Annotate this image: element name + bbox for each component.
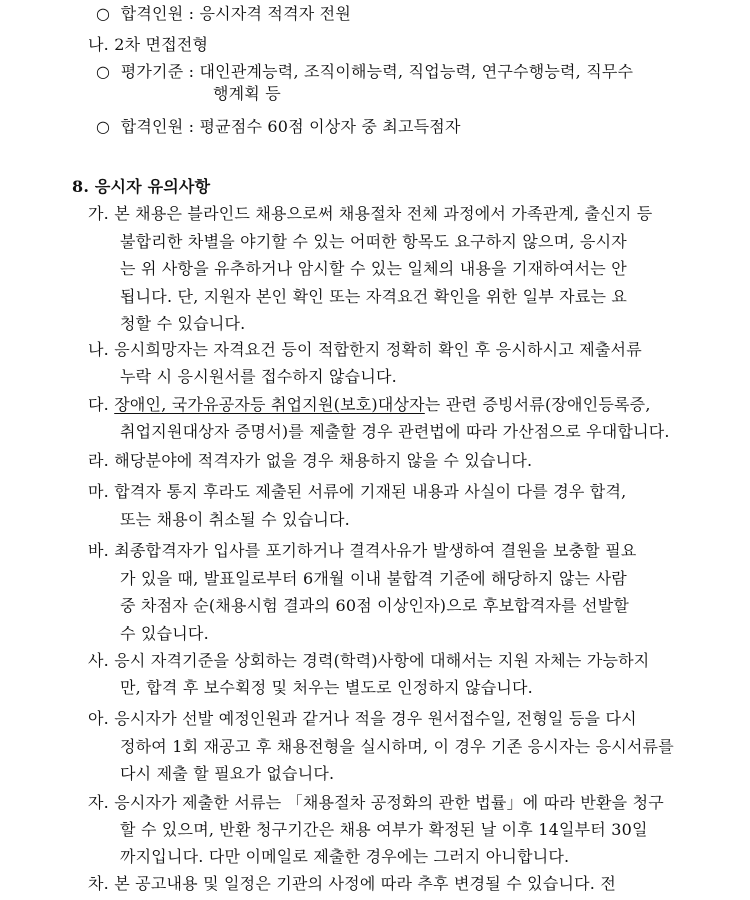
item-ga-line4: 됩니다. 단, 지원자 본인 확인 또는 자격요건 확인을 위한 일부 자료는 요 (120, 287, 628, 306)
item-ba-line4: 수 있습니다. (120, 624, 209, 643)
pass-criteria-stage1: ○ 합격인원 : 응시자격 적격자 전원 (96, 4, 351, 23)
item-sa-line1: 사. 응시 자격기준을 상회하는 경력(학력)사항에 대해서는 지원 자체는 가능하지 (88, 651, 650, 670)
item-ja-line1: 자. 응시자가 제출한 서류는 「채용절차 공정화의 관한 법률」에 따라 반환을 청구 (88, 793, 664, 812)
item-cha-line1: 차. 본 공고내용 및 일정은 기관의 사정에 따라 추후 변경될 수 있습니다. 전 (88, 874, 617, 893)
item-da-line1 (88, 395, 651, 415)
item-ja-line2: 할 수 있으며, 반환 청구기간은 채용 여부가 확정된 날 이후 14일부터 30일 (120, 820, 648, 839)
item-ma-line2: 또는 채용이 취소될 수 있습니다. (120, 510, 350, 529)
item-da-rest: 는 관련 증빙서류(장애인등록증, (424, 395, 651, 414)
item-a-line2: 정하여 1회 재공고 후 채용전형을 실시하며, 이 경우 기존 응시자는 응시서류를 (120, 737, 674, 756)
item-ga-line1: 가. 본 채용은 블라인드 채용으로써 채용절차 전체 과정에서 가족관계, 출신지 등 (88, 204, 653, 223)
item-ba-line2: 가 있을 때, 발표일로부터 6개월 이내 불합격 기준에 해당하지 않는 사람 (120, 569, 627, 588)
item-ga-line2: 불합리한 차별을 야기할 수 있는 어떠한 항목도 요구하지 않으며, 응시자 (120, 232, 627, 251)
item-a-line1: 아. 응시자가 선발 예정인원과 같거나 적을 경우 원서접수일, 전형일 등을 다시 (88, 709, 637, 728)
item-a-line3: 다시 제출 할 필요가 없습니다. (120, 764, 335, 783)
item-ma-line1: 마. 합격자 통지 후라도 제출된 서류에 기재된 내용과 사실이 다를 경우 합격, (88, 482, 627, 501)
item-ra-line1: 라. 해당분야에 적격자가 없을 경우 채용하지 않을 수 있습니다. (88, 451, 533, 470)
item-da-underlined: 장애인, 국가유공자등 취업지원(보호)대상자 (114, 395, 425, 414)
item-da-prefix: 다. (88, 395, 115, 414)
item-ba-line1: 바. 최종합격자가 입사를 포기하거나 결격사유가 발생하여 결원을 보충할 필요 (88, 541, 637, 560)
pass-criteria-stage2: ○ 합격인원 : 평균점수 60점 이상자 중 최고득점자 (96, 117, 461, 136)
item-da-line2: 취업지원대상자 증명서)를 제출할 경우 관련법에 따라 가산점으로 우대합니다. (120, 422, 670, 441)
item-na-line1: 나. 응시희망자는 자격요건 등이 적합한지 정확히 확인 후 응시하시고 제출서류 (88, 340, 642, 359)
item-ga-line5: 청할 수 있습니다. (120, 314, 246, 333)
stage2-heading: 나. 2차 면접전형 (88, 35, 209, 54)
item-ba-line3: 중 차점자 순(채용시험 결과의 60점 이상인자)으로 후보합격자를 선발할 (120, 596, 630, 615)
section-8-heading: 8. 응시자 유의사항 (72, 177, 211, 196)
item-ga-line3: 는 위 사항을 유추하거나 암시할 수 있는 일체의 내용을 기재하여서는 안 (120, 259, 627, 278)
evaluation-criteria-line2: 행계획 등 (213, 84, 281, 103)
item-ja-line3: 까지입니다. 다만 이메일로 제출한 경우에는 그러지 아니합니다. (120, 847, 570, 866)
item-na-line2: 누락 시 응시원서를 접수하지 않습니다. (120, 367, 397, 386)
item-sa-line2: 만, 합격 후 보수획정 및 처우는 별도로 인정하지 않습니다. (120, 678, 533, 697)
evaluation-criteria-line1: ○ 평가기준 : 대인관계능력, 조직이해능력, 직업능력, 연구수행능력, 직무수 (96, 62, 634, 81)
